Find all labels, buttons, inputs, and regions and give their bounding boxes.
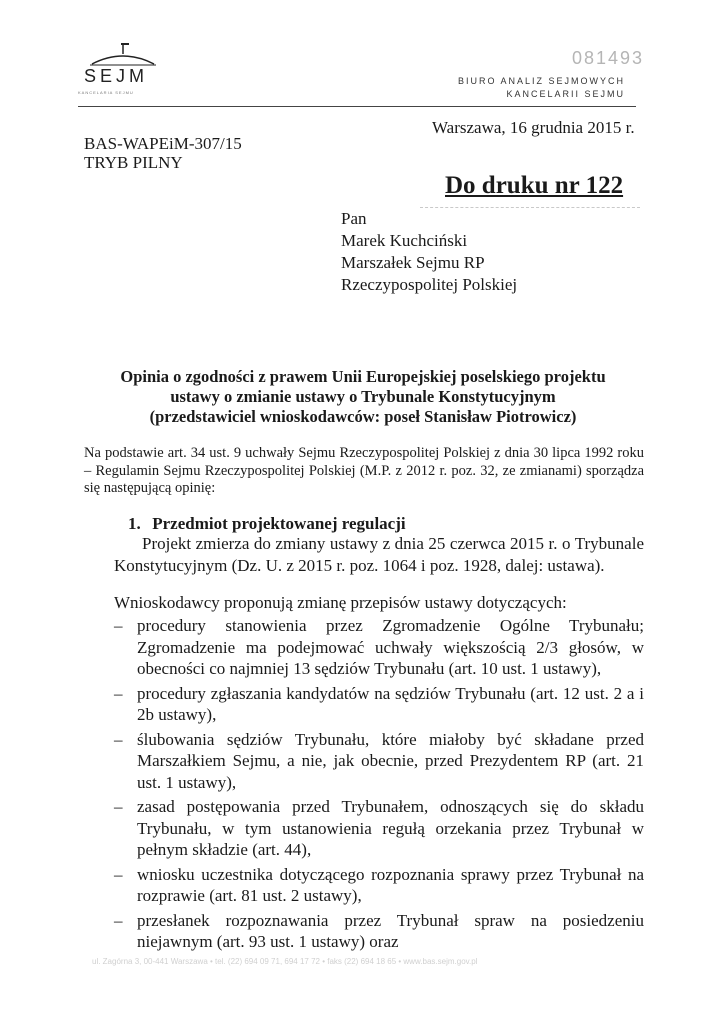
bullet-dash: – [114,864,123,884]
org-name-line1: BIURO ANALIZ SEJMOWYCH [457,76,625,86]
footer-contact: ul. Zagórna 3, 00-441 Warszawa • tel. (22) 694 09 71, 694 17 72 • faks (22) 694 18 65 • www.bas.sejm.gov.pl [92,957,478,966]
bullet-dash: – [114,729,123,749]
list-item [114,683,644,726]
bullet-dash: – [114,910,123,930]
place-date: Warszawa, 16 grudnia 2015 r. [432,118,635,137]
registry-stamp: 081493 [572,48,645,68]
list-item-text: procedury stanowienia przez Zgromadzenie Ogólne Trybunału; Zgromadzenie ma podejmować uchwały większością 2/3 głosów, w obecności co najmniej 13 sędziów Trybunału (art. 10 ust. 1 ustawy), [137,616,644,678]
bullet-dash: – [114,616,123,635]
list-item-text: zasad postępowania przed Trybunałem, odnoszących się do składu Trybunału, w tym ustanowienia regułą orzekania przez Trybunał w pełnym składzie (art. 44), [137,797,644,859]
paragraph-text: Projekt zmierza do zmiany ustawy z dnia 25 czerwca 2015 r. o Trybunale Konstytucyjnym (Dz. U. z 2015 r. poz. 1064 i poz. 1928, dalej: ustawa). [114,534,644,575]
recipient-salutation: Pan [341,209,367,228]
title-line-1: Opinia o zgodności z prawem Unii Europejskiej poselskiego projektu [120,367,606,386]
print-number: Do druku nr 122 [445,172,624,199]
header-divider [78,106,636,107]
list-item-text: procedury zgłaszania kandydatów na sędziów Trybunału (art. 12 ust. 2 a i 2b ustawy), [137,683,644,724]
bullet-dash: – [114,683,123,703]
reference-number: BAS-WAPEiM-307/15 [84,134,242,153]
title-line-2: ustawy o zmianie ustawy o Trybunale Konstytucyjnym [170,387,556,406]
list-item-text: wniosku uczestnika dotyczącego rozpoznania sprawy przez Trybunał na rozprawie (art. 81 ust. 2 ustawy), [137,864,644,905]
print-number-rule [420,207,640,208]
list-item-text: przesłanek rozpoznawania przez Trybunał spraw na posiedzeniu niejawnym (art. 93 ust. 1 ustawy) oraz [137,910,644,951]
section-heading [128,514,406,534]
legal-basis-paragraph: Na podstawie art. 34 ust. 9 uchwały Sejmu Rzeczypospolitej Polskiej z dnia 30 lipca 1992 roku – Regulamin Sejmu Rzeczypospolitej Polskiej (M.P. z 2012 r. poz. 32, ze zmianami) sporządza się następującą opinię: [84,445,644,496]
list-item [114,615,644,680]
sejm-logo-mark [88,40,158,66]
list-item [114,729,644,794]
sejm-logo-subtext: KANCELARIA SEJMU [78,90,134,95]
recipient-position: Marszałek Sejmu RP [341,253,485,272]
proposed-changes-list [114,615,644,956]
recipient-country: Rzeczypospolitej Polskiej [341,275,518,294]
section-number: 1. [128,514,141,533]
list-item [114,910,644,953]
paragraph-text: Wnioskodawcy proponują zmianę przepisów ustawy dotyczących: [114,593,567,612]
urgency-mode: TRYB PILNY [84,153,183,172]
list-item-text: ślubowania sędziów Trybunału, które miałoby być składane przed Marszałkiem Sejmu, a nie, jak obecnie, przed Prezydentem RP (art. 21 ust. 1 ustawy), [137,729,644,792]
section-paragraph-2 [114,592,644,614]
bullet-dash: – [114,797,123,816]
title-line-3: (przedstawiciel wnioskodawców: poseł Stanisław Piotrowicz) [149,407,577,426]
sejm-logo-text: SEJM [84,66,149,86]
list-item [114,864,644,907]
section-title: Przedmiot projektowanej regulacji [152,514,406,533]
recipient-name: Marek Kuchciński [341,231,468,250]
document-title [80,367,646,427]
org-name-line2: KANCELARII SEJMU [506,89,625,99]
section-paragraph-1 [114,533,644,576]
list-item [114,796,644,861]
